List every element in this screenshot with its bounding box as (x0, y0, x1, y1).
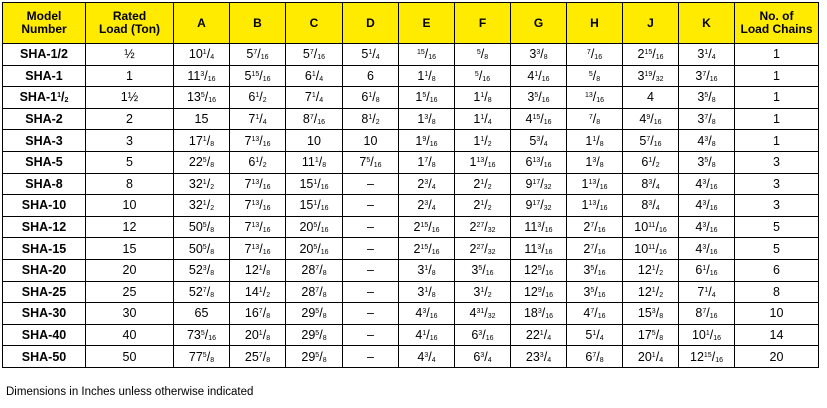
table-row (3, 346, 819, 368)
cell-k: $12^{15}/_{16}$ (679, 346, 735, 368)
cell-f: $2^{27}/_{32}$ (455, 238, 511, 260)
cell-e: $4^3/_{16}$ (399, 303, 455, 325)
cell-c: 10 (286, 130, 343, 152)
cell-chains: 3 (735, 173, 819, 195)
cell-j: $17^5/_8$ (623, 324, 679, 346)
cell-load: 2 (86, 108, 174, 130)
column-header-label: C (309, 15, 319, 30)
cell-e: $3^1/_8$ (399, 259, 455, 281)
table-row (3, 65, 819, 87)
column-header-label: F (478, 15, 487, 30)
cell-b: $7^1/_4$ (230, 108, 286, 130)
cell-c: $20^5/_{16}$ (286, 238, 343, 260)
column-header-f (455, 3, 511, 44)
cell-b: $20^1/_8$ (230, 324, 286, 346)
cell-d: – (343, 238, 399, 260)
cell-model: SHA-10 (3, 195, 86, 217)
cell-b: $12^1/_8$ (230, 259, 286, 281)
cell-a: $17^1/_8$ (174, 130, 230, 152)
cell-a: $52^3/_8$ (174, 259, 230, 281)
table-row (3, 238, 819, 260)
header-row (3, 3, 819, 44)
cell-j: $10^{11}/_{16}$ (623, 216, 679, 238)
column-header-label: E (422, 15, 431, 30)
cell-a: $32^1/_2$ (174, 173, 230, 195)
column-header-a (174, 3, 230, 44)
cell-model: SHA-40 (3, 324, 86, 346)
cell-k: $3^5/_8$ (679, 87, 735, 109)
column-header-d (343, 3, 399, 44)
cell-d: $7^5/_{16}$ (343, 151, 399, 173)
cell-f: $1^{13}/_{16}$ (455, 151, 511, 173)
cell-d: – (343, 259, 399, 281)
cell-model: SHA-3 (3, 130, 86, 152)
table-row (3, 303, 819, 325)
cell-d: – (343, 346, 399, 368)
column-header-model (3, 3, 86, 44)
cell-d: $5^1/_4$ (343, 44, 399, 66)
cell-e: $1^9/_{16}$ (399, 130, 455, 152)
cell-c: $28^7/_8$ (286, 281, 343, 303)
cell-b: $25^7/_8$ (230, 346, 286, 368)
cell-b: $7^{13}/_{16}$ (230, 173, 286, 195)
cell-h: $3^5/_{16}$ (567, 259, 623, 281)
hoist-dimensions-table (2, 2, 819, 368)
table-row (3, 108, 819, 130)
cell-a: 65 (174, 303, 230, 325)
cell-g: $5^3/_4$ (511, 130, 567, 152)
column-header-label: G (533, 15, 544, 30)
table-row (3, 195, 819, 217)
cell-b: $7^{13}/_{16}$ (230, 130, 286, 152)
cell-f: $6^3/_4$ (455, 346, 511, 368)
column-header-c (286, 3, 343, 44)
cell-b: $7^{13}/_{16}$ (230, 238, 286, 260)
cell-model: SHA-15 (3, 238, 86, 260)
cell-e: $^{15}/_{16}$ (399, 44, 455, 66)
cell-c: $11^1/_8$ (286, 151, 343, 173)
column-header-h (567, 3, 623, 44)
cell-a: 15 (174, 108, 230, 130)
cell-f: $2^1/_2$ (455, 195, 511, 217)
cell-chains: 1 (735, 87, 819, 109)
cell-chains: 14 (735, 324, 819, 346)
footnote: Dimensions in Inches unless otherwise indicated (6, 386, 254, 398)
cell-f: $^5/_{16}$ (455, 65, 511, 87)
cell-chains: 8 (735, 281, 819, 303)
cell-e: $2^{15}/_{16}$ (399, 216, 455, 238)
column-header-j (623, 3, 679, 44)
cell-c: $7^1/_4$ (286, 87, 343, 109)
cell-load: 1 (86, 65, 174, 87)
cell-b: $6^1/_2$ (230, 87, 286, 109)
cell-model: SHA-1/2 (3, 44, 86, 66)
cell-k: $4^3/_{16}$ (679, 173, 735, 195)
cell-model: SHA-30 (3, 303, 86, 325)
cell-b: $5^7/_{16}$ (230, 44, 286, 66)
column-header-g (511, 3, 567, 44)
table-header (3, 3, 819, 44)
cell-j: $12^1/_2$ (623, 281, 679, 303)
cell-a: $50^5/_8$ (174, 216, 230, 238)
cell-f: $6^3/_{16}$ (455, 324, 511, 346)
column-header-chains (735, 3, 819, 44)
cell-h: $6^7/_8$ (567, 346, 623, 368)
cell-e: $1^5/_{16}$ (399, 87, 455, 109)
column-header-label: B (253, 15, 262, 30)
table-row (3, 259, 819, 281)
cell-j: $20^1/_4$ (623, 346, 679, 368)
cell-e: $4^3/_4$ (399, 346, 455, 368)
cell-d: $8^1/_2$ (343, 108, 399, 130)
cell-j: $10^{11}/_{16}$ (623, 238, 679, 260)
cell-f: $3^5/_{16}$ (455, 259, 511, 281)
cell-chains: 1 (735, 44, 819, 66)
cell-a: $50^5/_8$ (174, 238, 230, 260)
cell-k: $4^3/_{16}$ (679, 238, 735, 260)
cell-model: SHA-12 (3, 216, 86, 238)
cell-chains: 3 (735, 195, 819, 217)
column-header-label: Rated (112, 9, 147, 23)
cell-k: $3^1/_4$ (679, 44, 735, 66)
cell-h: $^{13}/_{16}$ (567, 87, 623, 109)
cell-g: $11^3/_{16}$ (511, 238, 567, 260)
cell-a: $52^7/_8$ (174, 281, 230, 303)
cell-g: $9^{17}/_{32}$ (511, 173, 567, 195)
cell-a: $10^1/_4$ (174, 44, 230, 66)
cell-g: $4^1/_{16}$ (511, 65, 567, 87)
cell-j: $4^9/_{16}$ (623, 108, 679, 130)
cell-d: – (343, 324, 399, 346)
cell-h: $1^{13}/_{16}$ (567, 173, 623, 195)
column-header-label: Model (26, 9, 62, 23)
cell-e: $4^1/_{16}$ (399, 324, 455, 346)
cell-b: $16^7/_8$ (230, 303, 286, 325)
cell-h: $^7/_{16}$ (567, 44, 623, 66)
cell-k: $3^7/_{16}$ (679, 65, 735, 87)
cell-g: $9^{17}/_{32}$ (511, 195, 567, 217)
cell-chains: 20 (735, 346, 819, 368)
cell-k: $10^1/_{16}$ (679, 324, 735, 346)
cell-model: SHA-25 (3, 281, 86, 303)
cell-e: $2^3/_4$ (399, 195, 455, 217)
column-header-b (230, 3, 286, 44)
cell-load: 30 (86, 303, 174, 325)
cell-g: $3^5/_{16}$ (511, 87, 567, 109)
cell-h: $^7/_8$ (567, 108, 623, 130)
cell-c: $15^1/_{16}$ (286, 195, 343, 217)
column-header-label: K (702, 15, 711, 30)
table-row (3, 151, 819, 173)
cell-g: $22^1/_4$ (511, 324, 567, 346)
cell-model: SHA-20 (3, 259, 86, 281)
cell-k: $8^7/_{16}$ (679, 303, 735, 325)
cell-j: 4 (623, 87, 679, 109)
cell-d: – (343, 303, 399, 325)
cell-j: $8^3/_4$ (623, 195, 679, 217)
column-header-k (679, 3, 735, 44)
column-header-label: No. of (759, 9, 794, 23)
cell-chains: 5 (735, 216, 819, 238)
cell-j: $12^1/_2$ (623, 259, 679, 281)
cell-a: $73^5/_{16}$ (174, 324, 230, 346)
cell-load: 12 (86, 216, 174, 238)
column-header-label: Number (21, 22, 67, 36)
column-header-label: J (647, 15, 654, 30)
cell-model: SHA-5 (3, 151, 86, 173)
cell-f: $3^1/_2$ (455, 281, 511, 303)
cell-f: $4^{31}/_{32}$ (455, 303, 511, 325)
cell-model: SHA-1 (3, 65, 86, 87)
column-header-e (399, 3, 455, 44)
cell-a: $32^1/_2$ (174, 195, 230, 217)
cell-f: $1^1/_2$ (455, 130, 511, 152)
cell-k: $3^5/_8$ (679, 151, 735, 173)
cell-load: 10 (86, 195, 174, 217)
cell-model: SHA-2 (3, 108, 86, 130)
cell-d: $6^1/_8$ (343, 87, 399, 109)
cell-d: – (343, 195, 399, 217)
cell-g: $6^{13}/_{16}$ (511, 151, 567, 173)
cell-d: 6 (343, 65, 399, 87)
cell-load: 5 (86, 151, 174, 173)
cell-h: $5^1/_4$ (567, 324, 623, 346)
cell-load: 15 (86, 238, 174, 260)
cell-chains: 1 (735, 108, 819, 130)
cell-e: $1^1/_8$ (399, 65, 455, 87)
cell-h: $4^7/_{16}$ (567, 303, 623, 325)
cell-model: SHA-8 (3, 173, 86, 195)
cell-j: $15^3/_8$ (623, 303, 679, 325)
cell-a: $77^5/_8$ (174, 346, 230, 368)
cell-h: $2^7/_{16}$ (567, 216, 623, 238)
cell-chains: 5 (735, 238, 819, 260)
cell-k: $7^1/_4$ (679, 281, 735, 303)
cell-load: 1½ (86, 87, 174, 109)
cell-k: $4^3/_8$ (679, 130, 735, 152)
cell-model: SHA-50 (3, 346, 86, 368)
column-header-label: Load Chains (740, 22, 813, 36)
cell-h: $3^5/_{16}$ (567, 281, 623, 303)
cell-g: $12^5/_{16}$ (511, 259, 567, 281)
cell-c: $6^1/_4$ (286, 65, 343, 87)
cell-f: $2^1/_2$ (455, 173, 511, 195)
cell-j: $6^1/_2$ (623, 151, 679, 173)
cell-a: $11^3/_{16}$ (174, 65, 230, 87)
table-row (3, 87, 819, 109)
cell-e: $2^3/_4$ (399, 173, 455, 195)
cell-load: ½ (86, 44, 174, 66)
cell-f: $2^{27}/_{32}$ (455, 216, 511, 238)
cell-g: $12^9/_{16}$ (511, 281, 567, 303)
table-row (3, 324, 819, 346)
cell-load: 3 (86, 130, 174, 152)
cell-b: $5^{15}/_{16}$ (230, 65, 286, 87)
cell-d: – (343, 281, 399, 303)
cell-chains: 3 (735, 151, 819, 173)
cell-d: – (343, 216, 399, 238)
cell-k: $4^3/_{16}$ (679, 216, 735, 238)
cell-g: $4^{15}/_{16}$ (511, 108, 567, 130)
cell-c: $20^5/_{16}$ (286, 216, 343, 238)
cell-j: $8^3/_4$ (623, 173, 679, 195)
table-row (3, 216, 819, 238)
table-row (3, 173, 819, 195)
cell-d: 10 (343, 130, 399, 152)
cell-a: $22^5/_8$ (174, 151, 230, 173)
cell-c: $29^5/_8$ (286, 324, 343, 346)
cell-j: $2^{15}/_{16}$ (623, 44, 679, 66)
table-row (3, 130, 819, 152)
cell-h: $^5/_8$ (567, 65, 623, 87)
table-body (3, 44, 819, 368)
cell-h: $1^3/_8$ (567, 151, 623, 173)
cell-h: $1^{13}/_{16}$ (567, 195, 623, 217)
cell-k: $3^7/_8$ (679, 108, 735, 130)
cell-g: $3^3/_8$ (511, 44, 567, 66)
cell-f: $1^1/_8$ (455, 87, 511, 109)
cell-k: $6^1/_{16}$ (679, 259, 735, 281)
cell-c: $29^5/_8$ (286, 303, 343, 325)
cell-chains: 6 (735, 259, 819, 281)
cell-c: $29^5/_8$ (286, 346, 343, 368)
cell-g: $11^3/_{16}$ (511, 216, 567, 238)
cell-b: $14^1/_2$ (230, 281, 286, 303)
cell-f: $^5/_8$ (455, 44, 511, 66)
cell-chains: 1 (735, 65, 819, 87)
cell-f: $1^1/_4$ (455, 108, 511, 130)
cell-e: $1^3/_8$ (399, 108, 455, 130)
table-row (3, 281, 819, 303)
cell-a: $13^5/_{16}$ (174, 87, 230, 109)
cell-c: $8^7/_{16}$ (286, 108, 343, 130)
cell-j: $5^7/_{16}$ (623, 130, 679, 152)
cell-e: $1^7/_8$ (399, 151, 455, 173)
column-header-label: Load (Ton) (98, 22, 161, 36)
cell-chains: 10 (735, 303, 819, 325)
cell-chains: 1 (735, 130, 819, 152)
cell-model: SHA-$1^1/_2$ (3, 87, 86, 109)
cell-load: 25 (86, 281, 174, 303)
cell-d: – (343, 173, 399, 195)
cell-h: $1^1/_8$ (567, 130, 623, 152)
cell-load: 20 (86, 259, 174, 281)
spec-table-container (2, 2, 819, 368)
cell-c: $15^1/_{16}$ (286, 173, 343, 195)
cell-c: $28^7/_8$ (286, 259, 343, 281)
column-header-label: A (197, 15, 206, 30)
cell-b: $7^{13}/_{16}$ (230, 216, 286, 238)
cell-g: $23^3/_4$ (511, 346, 567, 368)
cell-b: $6^1/_2$ (230, 151, 286, 173)
column-header-load (86, 3, 174, 44)
cell-j: $3^{19}/_{32}$ (623, 65, 679, 87)
cell-b: $7^{13}/_{16}$ (230, 195, 286, 217)
cell-h: $2^7/_{16}$ (567, 238, 623, 260)
cell-c: $5^7/_{16}$ (286, 44, 343, 66)
cell-e: $2^{15}/_{16}$ (399, 238, 455, 260)
column-header-label: H (590, 15, 599, 30)
cell-k: $4^3/_{16}$ (679, 195, 735, 217)
table-row (3, 44, 819, 66)
cell-e: $3^1/_8$ (399, 281, 455, 303)
cell-g: $18^3/_{16}$ (511, 303, 567, 325)
cell-load: 8 (86, 173, 174, 195)
column-header-label: D (366, 15, 375, 30)
cell-load: 40 (86, 324, 174, 346)
cell-load: 50 (86, 346, 174, 368)
